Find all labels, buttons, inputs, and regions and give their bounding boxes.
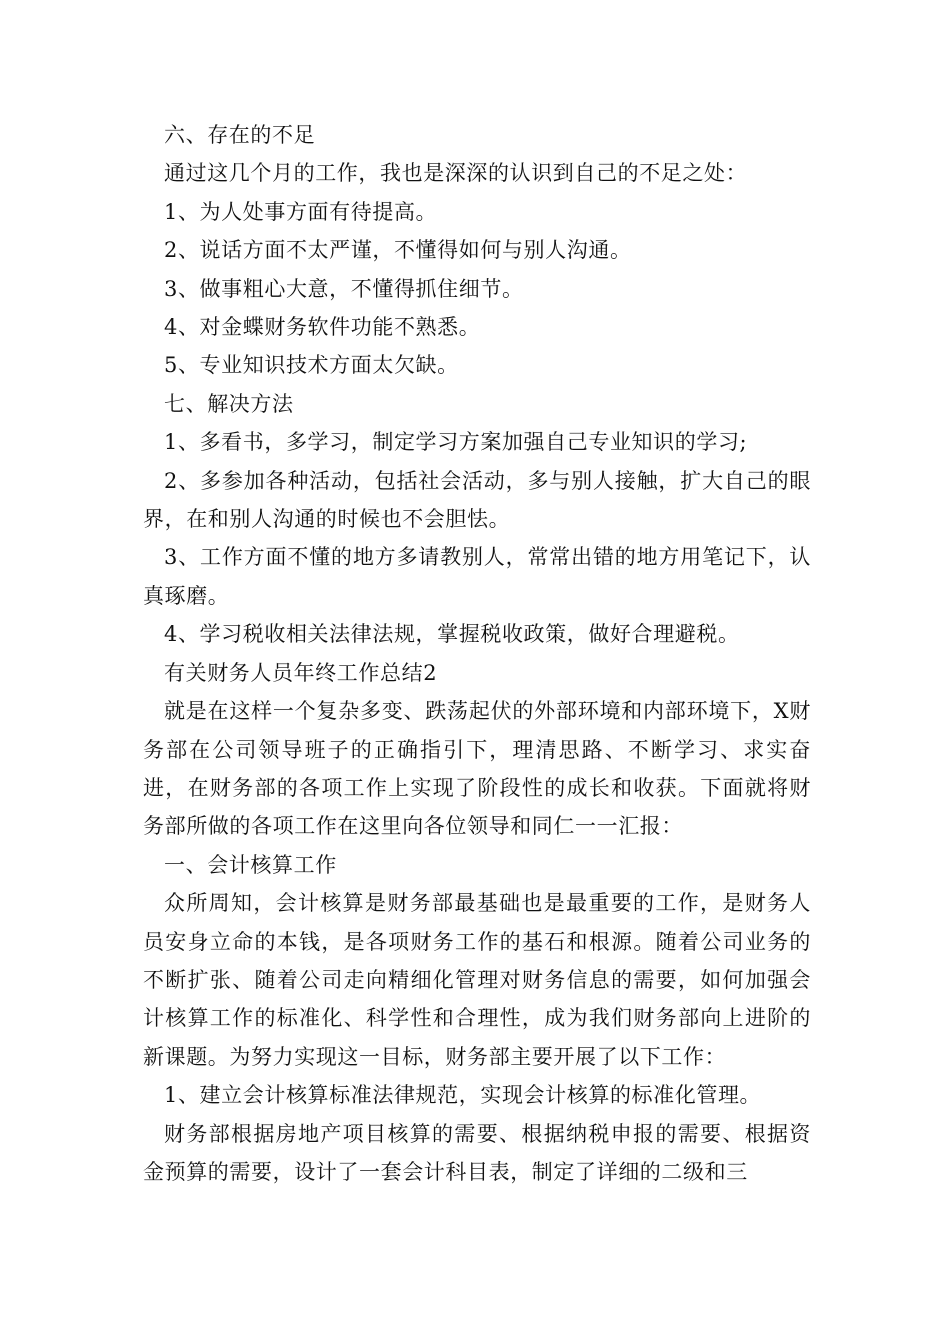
section-heading-solutions: 七、解决方法 [164,391,294,416]
paragraph: 通过这几个月的工作，我也是深深的认识到自己的不足之处： [164,161,748,186]
section-heading-shortcomings: 六、存在的不足 [164,123,316,147]
paragraph: 就是在这样一个复杂多变、跌荡起伏的外部环境和内部环境下，X财务部在公司领导班子的正确指引下，理清思路、不断学习、求实奋进，在财务部的各项工作上实现了阶段性的成长和收获。下面就将财务部所做的各项工作在这里向各位领导和同仁一一汇报： [143,699,811,839]
document-subtitle: 有关财务人员年终工作总结2 [164,660,438,685]
list-item: 4、学习税收相关法律法规，掌握税收政策，做好合理避税。 [164,622,740,647]
list-item: 1、多看书，多学习，制定学习方案加强自己专业知识的学习; [164,430,748,455]
document-body [143,116,811,1191]
list-item: 3、做事粗心大意，不懂得抓住细节。 [164,276,524,301]
list-item: 1、建立会计核算标准法律规范，实现会计核算的标准化管理。 [164,1083,762,1108]
list-item: 2、多参加各种活动，包括社会活动，多与别人接触，扩大自己的眼界，在和别人沟通的时候也不会胆怯。 [143,468,811,532]
list-item: 2、说话方面不太严谨，不懂得如何与别人沟通。 [164,238,632,263]
list-item: 3、工作方面不懂的地方多请教别人，常常出错的地方用笔记下，认真琢磨。 [143,545,811,608]
paragraph: 众所周知，会计核算是财务部最基础也是最重要的工作，是财务人员安身立命的本钱，是各项财务工作的基石和根源。随着公司业务的不断扩张、随着公司走向精细化管理对财务信息的需要，如何加强会计核算工作的标准化、科学性和合理性，成为我们财务部向上进阶的新课题。为努力实现这一目标，财务部主要开展了以下工作： [143,891,811,1069]
section-heading-accounting: 一、会计核算工作 [164,852,337,877]
list-item: 4、对金蝶财务软件功能不熟悉。 [164,315,481,340]
list-item: 1、为人处事方面有待提高。 [164,199,438,224]
list-item: 5、专业知识技术方面太欠缺。 [164,353,459,378]
paragraph: 财务部根据房地产项目核算的需要、根据纳税申报的需要、根据资金预算的需要，设计了一套会计科目表，制定了详细的二级和三 [143,1121,811,1184]
